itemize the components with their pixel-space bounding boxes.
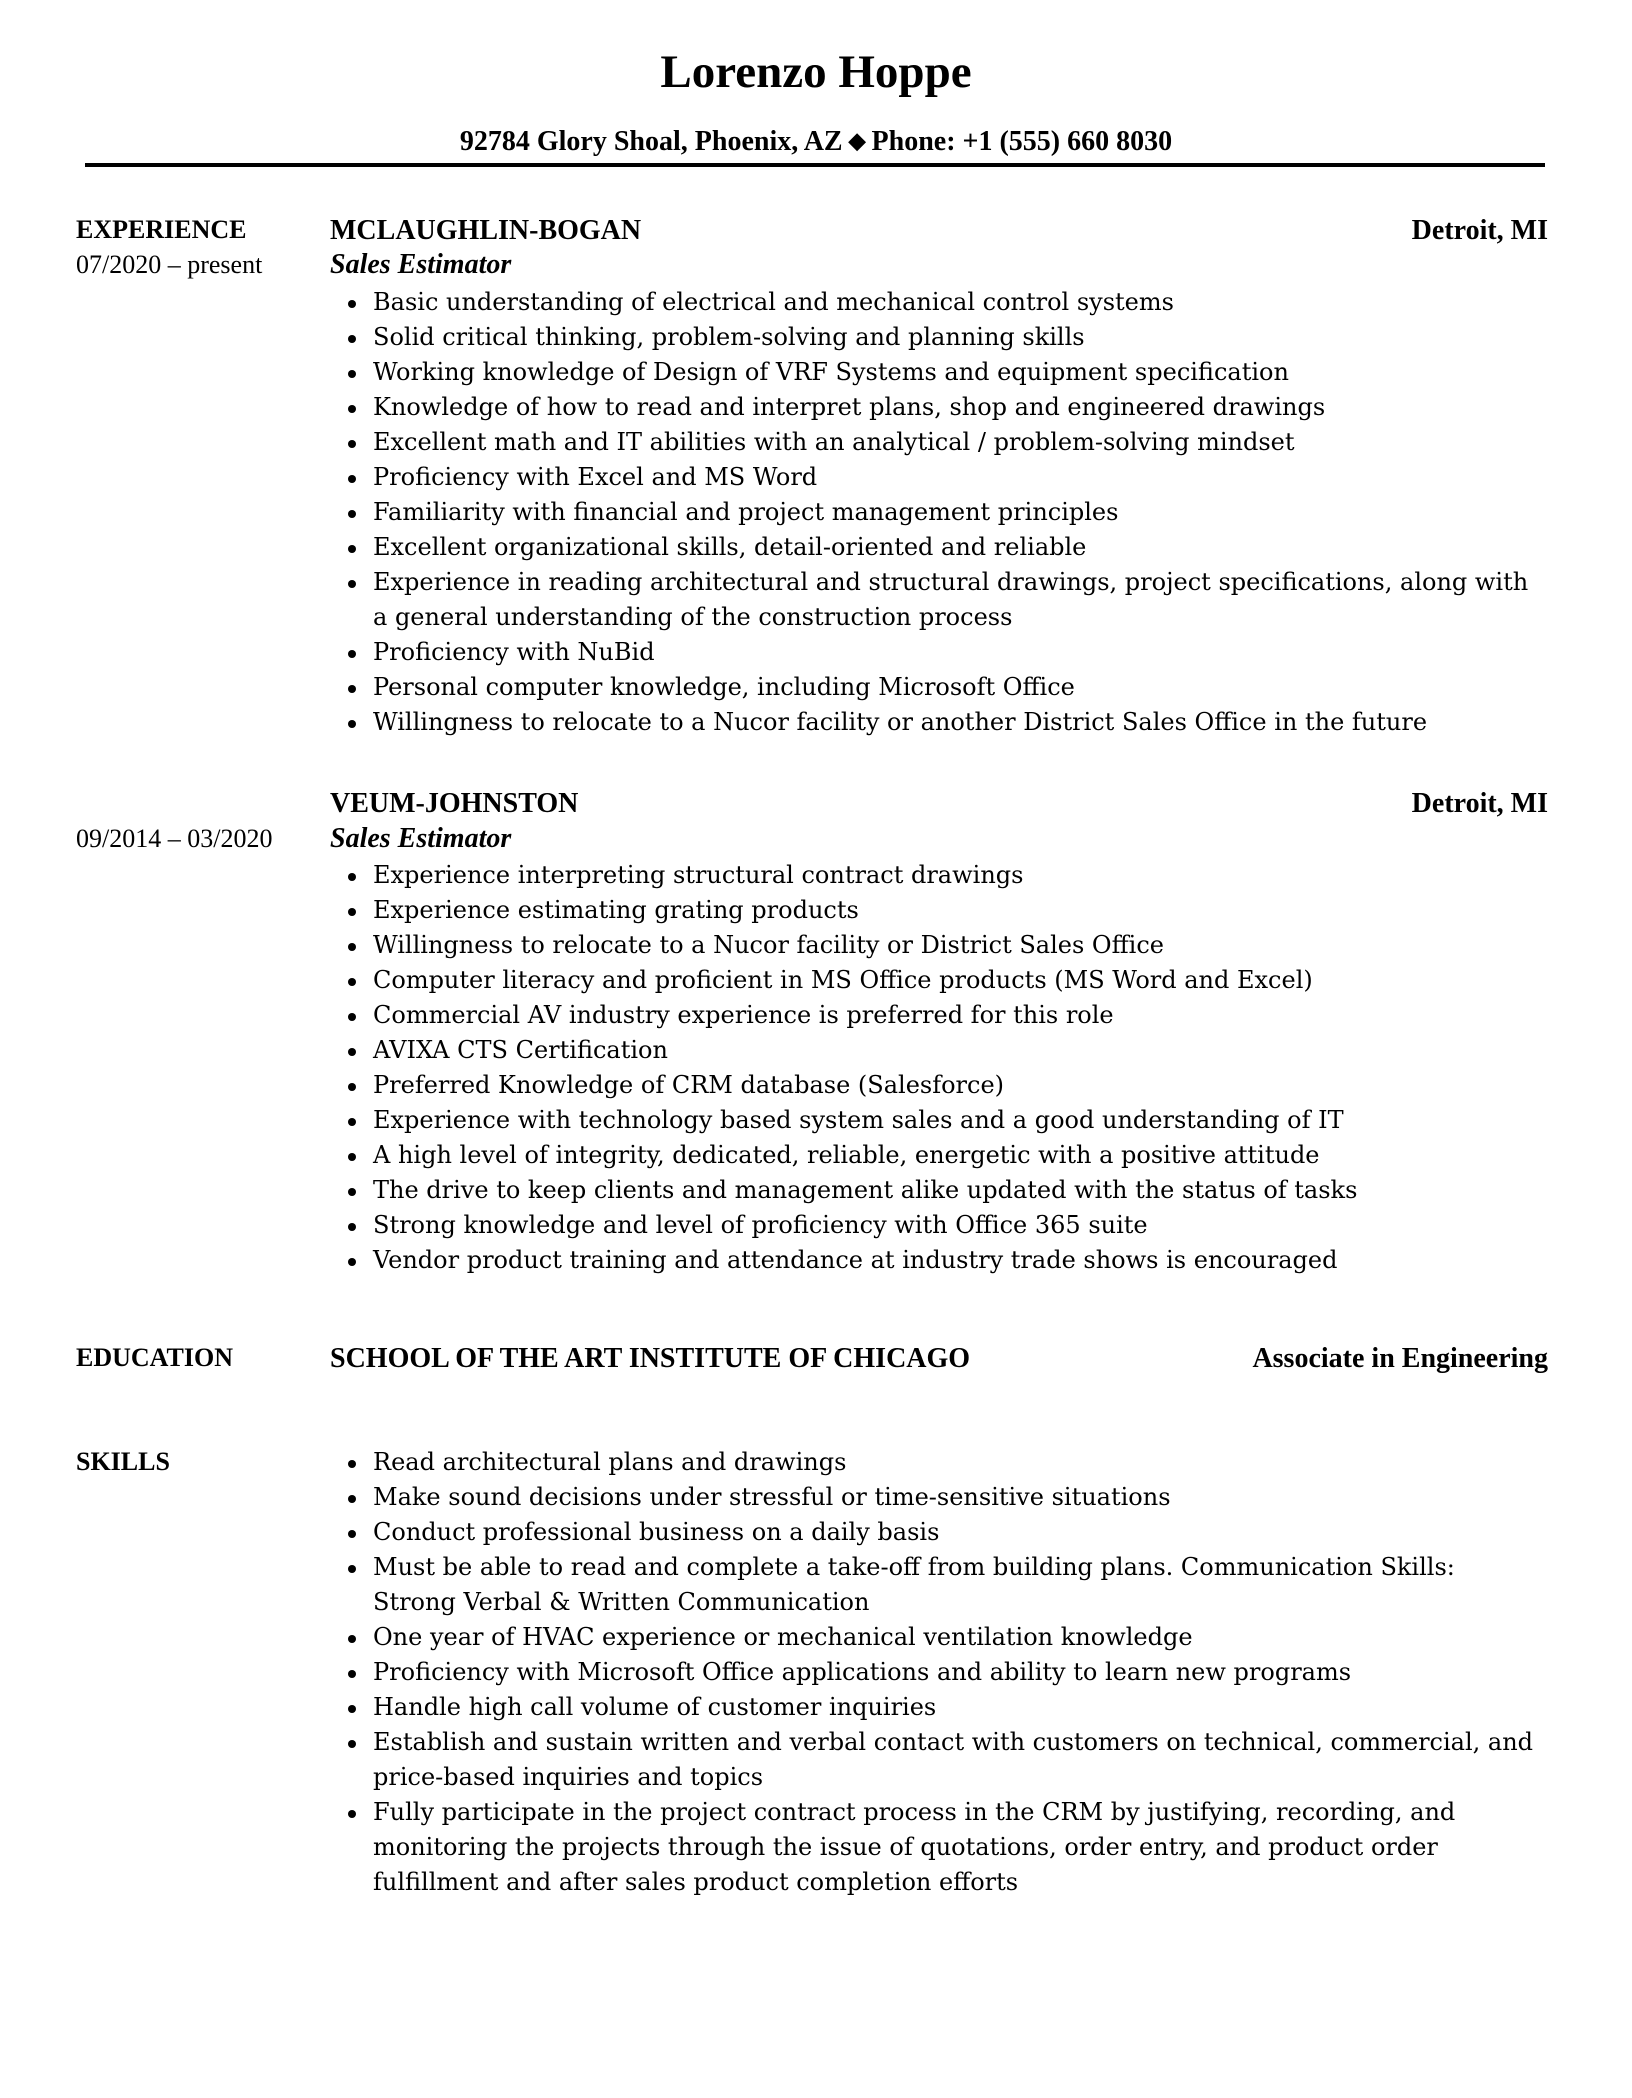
- list-item: Fully participate in the project contract process in the CRM by justifying, recording, and monitoring the projects through the issue of quotations, order entry, and product order fulfillment and after sales product completion efforts: [330, 1795, 1540, 1900]
- diamond-separator-icon: ◆: [848, 128, 866, 153]
- list-item: One year of HVAC experience or mechanical ventilation knowledge: [330, 1620, 1540, 1655]
- job-2-date: 09/2014 – 03/2020: [76, 824, 273, 853]
- list-item: Knowledge of how to read and interpret plans, shop and engineered drawings: [330, 390, 1540, 425]
- job-1-location: Detroit, MI: [1411, 215, 1548, 246]
- contact-line: [0, 122, 1632, 163]
- job-1-company: MCLAUGHLIN-BOGAN: [330, 215, 642, 246]
- list-item: Proficiency with Excel and MS Word: [330, 460, 1540, 495]
- job-1-bullet-list: [330, 285, 1540, 740]
- list-item: Handle high call volume of customer inquiries: [330, 1690, 1540, 1725]
- job-2-company: VEUM-JOHNSTON: [330, 788, 579, 819]
- list-item: Computer literacy and proficient in MS Office products (MS Word and Excel): [330, 963, 1540, 998]
- address: 92784 Glory Shoal, Phoenix, AZ: [459, 126, 843, 157]
- list-item: Basic understanding of electrical and mechanical control systems: [330, 285, 1540, 320]
- job-1-title: Sales Estimator: [330, 249, 512, 280]
- list-item: Proficiency with NuBid: [330, 635, 1540, 670]
- list-item: Must be able to read and complete a take-off from building plans. Communication Skills: Strong Verbal & Written Communication: [330, 1550, 1540, 1620]
- skills-bullet-list: [330, 1445, 1540, 1900]
- education-section-label: EDUCATION: [76, 1343, 233, 1372]
- list-item: A high level of integrity, dedicated, reliable, energetic with a positive attitude: [330, 1138, 1540, 1173]
- list-item: Preferred Knowledge of CRM database (Salesforce): [330, 1068, 1540, 1103]
- list-item: Excellent math and IT abilities with an analytical / problem-solving mindset: [330, 425, 1540, 460]
- list-item: Excellent organizational skills, detail-oriented and reliable: [330, 530, 1540, 565]
- list-item: Willingness to relocate to a Nucor facility or District Sales Office: [330, 928, 1540, 963]
- list-item: Establish and sustain written and verbal contact with customers on technical, commercial, and price-based inquiries and topics: [330, 1725, 1540, 1795]
- list-item: AVIXA CTS Certification: [330, 1033, 1540, 1068]
- list-item: Experience estimating grating products: [330, 893, 1540, 928]
- phone: Phone: +1 (555) 660 8030: [871, 126, 1173, 157]
- experience-section-label: EXPERIENCE: [76, 215, 247, 244]
- job-2-title: Sales Estimator: [330, 823, 512, 854]
- list-item: Conduct professional business on a daily basis: [330, 1515, 1540, 1550]
- list-item: Solid critical thinking, problem-solving and planning skills: [330, 320, 1540, 355]
- list-item: Experience in reading architectural and structural drawings, project specifications, along with a general understanding of the construction process: [330, 565, 1540, 635]
- list-item: Commercial AV industry experience is preferred for this role: [330, 998, 1540, 1033]
- list-item: Personal computer knowledge, including Microsoft Office: [330, 670, 1540, 705]
- list-item: Working knowledge of Design of VRF Systems and equipment specification: [330, 355, 1540, 390]
- list-item: Make sound decisions under stressful or time-sensitive situations: [330, 1480, 1540, 1515]
- list-item: Strong knowledge and level of proficiency with Office 365 suite: [330, 1208, 1540, 1243]
- list-item: Vendor product training and attendance at industry trade shows is encouraged: [330, 1243, 1540, 1278]
- job-2-location: Detroit, MI: [1411, 788, 1548, 819]
- education-degree: Associate in Engineering: [1252, 1343, 1548, 1374]
- education-school: SCHOOL OF THE ART INSTITUTE OF CHICAGO: [330, 1343, 971, 1374]
- candidate-name: Lorenzo Hoppe: [660, 46, 972, 98]
- skills-section-label: SKILLS: [76, 1447, 170, 1476]
- list-item: Familiarity with financial and project management principles: [330, 495, 1540, 530]
- header-divider: [85, 163, 1545, 167]
- job-1-date: 07/2020 – present: [76, 250, 263, 279]
- list-item: Experience interpreting structural contract drawings: [330, 858, 1540, 893]
- job-2-bullet-list: [330, 858, 1540, 1278]
- list-item: Read architectural plans and drawings: [330, 1445, 1540, 1480]
- list-item: Proficiency with Microsoft Office applications and ability to learn new programs: [330, 1655, 1540, 1690]
- list-item: Willingness to relocate to a Nucor facility or another District Sales Office in the future: [330, 705, 1540, 740]
- list-item: The drive to keep clients and management alike updated with the status of tasks: [330, 1173, 1540, 1208]
- list-item: Experience with technology based system sales and a good understanding of IT: [330, 1103, 1540, 1138]
